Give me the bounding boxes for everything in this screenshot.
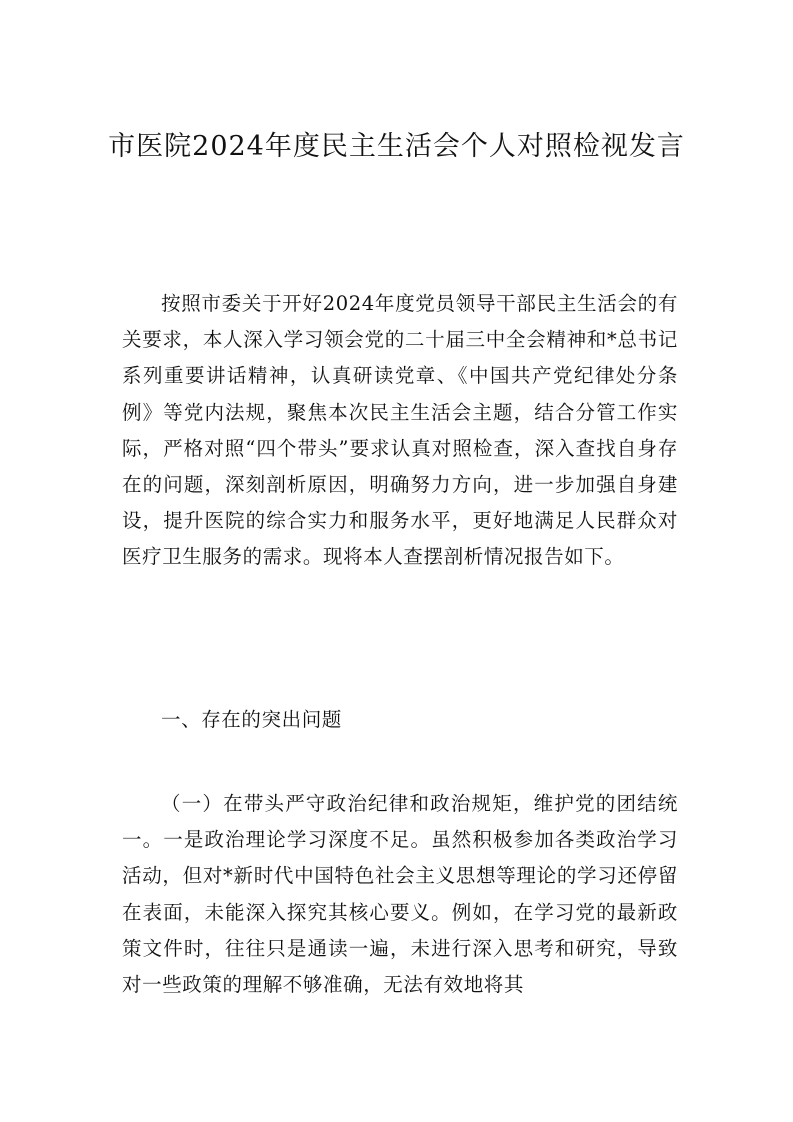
section-paragraph: （一）在带头严守政治纪律和政治规矩，维护党的团结统一。一是政治理论学习深度不足。虽然积极参加各类政治学习活动，但对*新时代中国特色社会主义思想等理论的学习还停留在表面，未能深入探究其核心要义。例如，在学习党的最新政策文件时，往往只是通读一遍，未进行深入思考和研究，导致对一些政策的理解不够准确，无法有效地将其 [122,792,678,997]
document-title: 市医院2024年度民主生活会个人对照检视发言 [108,131,685,162]
section-heading: 一、存在的突出问题 [161,708,342,731]
intro-paragraph: 按照市委关于开好2024年度党员领导干部民主生活会的有关要求，本人深入学习领会党的二十届三中全会精神和*总书记系列重要讲话精神，认真研读党章、《中国共产党纪律处分条例》等党内法规，聚焦本次民主生活会主题，结合分管工作实际，严格对照“四个带头”要求认真对照检查，深入查找自身存在的问题，深刻剖析原因，明确努力方向，进一步加强自身建设，提升医院的综合实力和服务水平，更好地满足人民群众对医疗卫生服务的需求。现将本人查摆剖析情况报告如下。 [122,292,678,569]
